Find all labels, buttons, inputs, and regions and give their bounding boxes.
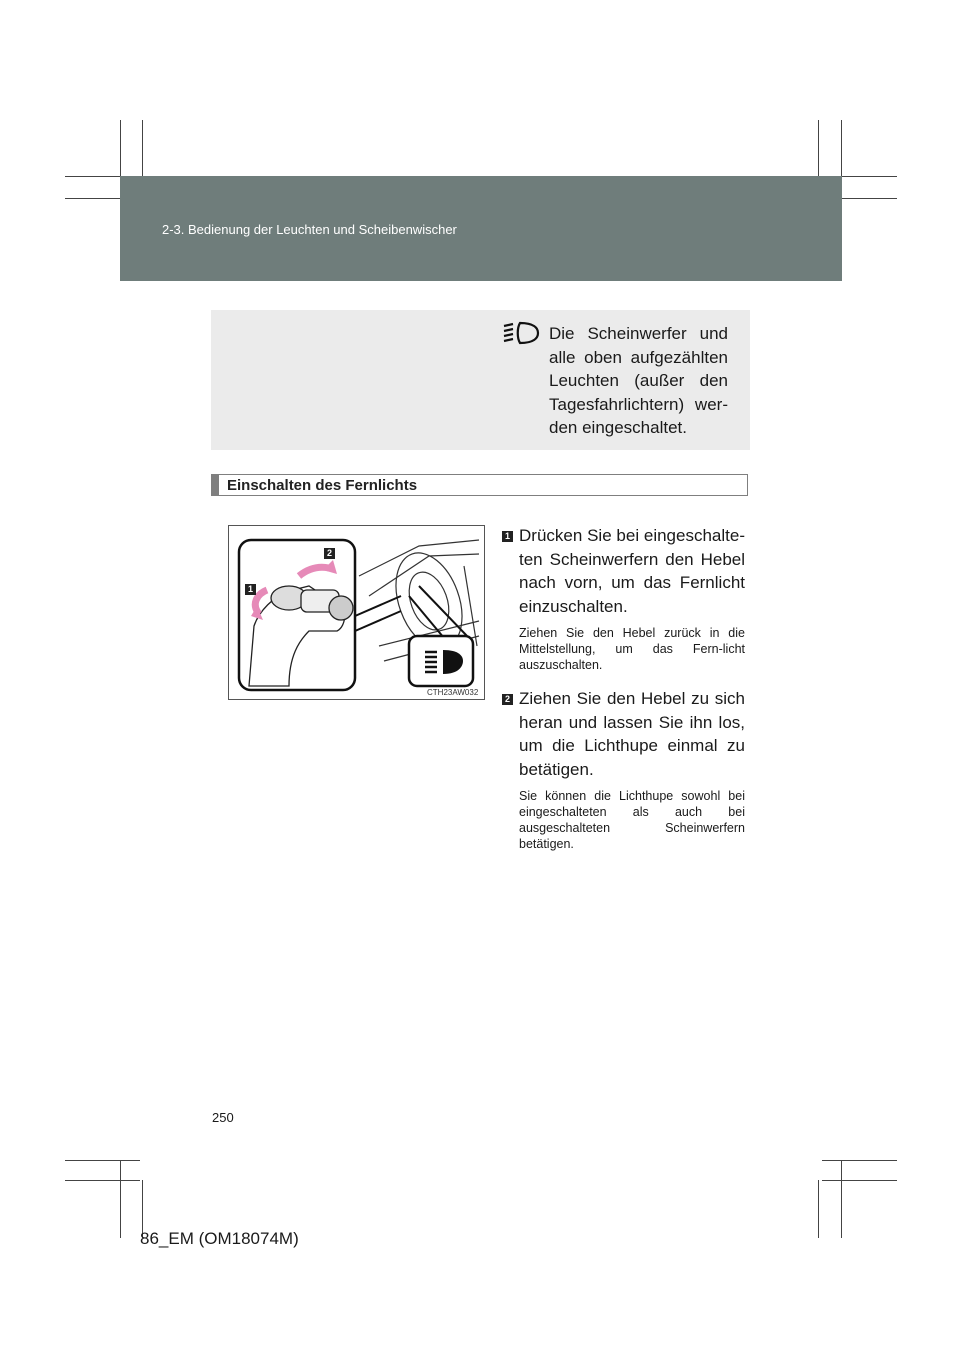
step-2-note: Sie können die Lichthupe sowohl bei eingeschalteten als auch bei ausgeschalteten Scheinwerfern betätigen. (519, 789, 745, 851)
figure-code: CTH23AW032 (427, 688, 479, 697)
crop-mark (65, 1180, 140, 1181)
section-heading (211, 474, 748, 496)
step-marker-2: 2 (502, 694, 513, 705)
headlight-icon (500, 320, 546, 346)
crop-mark (822, 1160, 897, 1161)
crop-mark (818, 1180, 819, 1238)
section-title: Einschalten des Fernlichts (227, 477, 418, 494)
step-1-text: Drücken Sie bei eingeschalte-ten Scheinwerfern den Hebel nach vorn, um das Fernlicht einzuschalten. (519, 526, 745, 616)
headlight-description: Die Scheinwerfer und alle oben aufgezählten Leuchten (außer den Tagesfahrlichtern) wer-den eingeschaltet. (549, 324, 728, 437)
document-code: 86_EM (OM18074M) (140, 1229, 299, 1248)
section-breadcrumb: 2-3. Bedienung der Leuchten und Scheibenwischer (162, 222, 457, 237)
figure-marker-1: 1 (245, 584, 256, 595)
crop-mark (65, 1160, 140, 1161)
heading-bar (212, 475, 219, 495)
figure-marker-2: 2 (324, 548, 335, 559)
step-1-note: Ziehen Sie den Hebel zurück in die Mittelstellung, um das Fern-licht auszuschalten. (519, 626, 745, 672)
page-number: 250 (212, 1110, 234, 1125)
crop-mark (822, 1180, 897, 1181)
lever-illustration (228, 525, 485, 700)
step-marker-1: 1 (502, 531, 513, 542)
crop-mark (841, 1160, 842, 1238)
step-2-text: Ziehen Sie den Hebel zu sich heran und lassen Sie ihn los, um die Lichthupe einmal zu betätigen. (519, 689, 745, 779)
crop-mark (120, 1160, 121, 1238)
